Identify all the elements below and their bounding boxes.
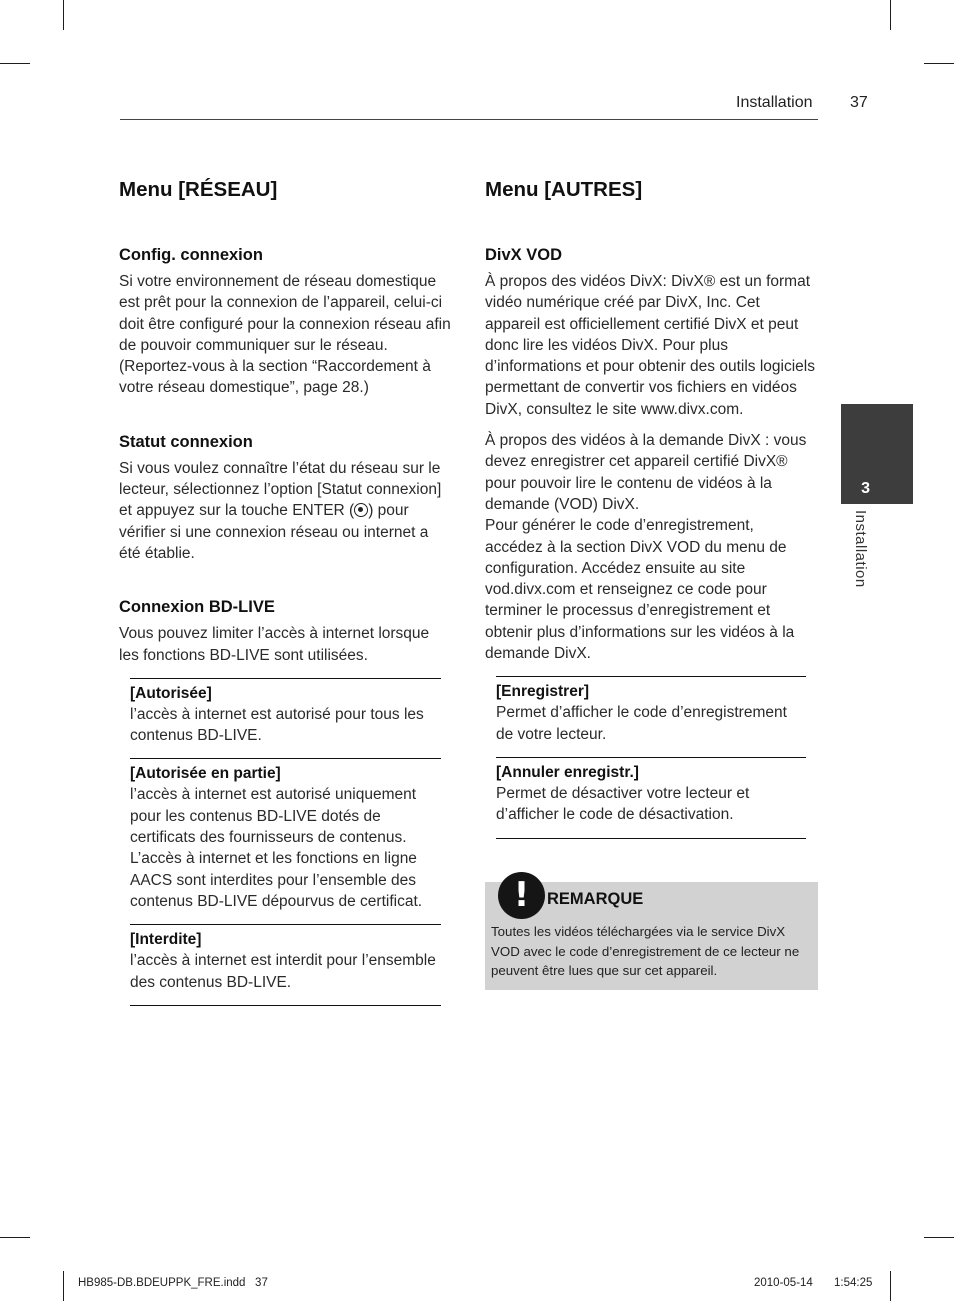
footer-date: 2010-05-14 (754, 1277, 813, 1289)
exclamation-icon: ! (498, 872, 545, 919)
crop-mark (63, 1271, 64, 1301)
divx-about-text: À propos des vidéos DivX: DivX® est un format vidéo numérique créé par DivX, Inc. Cet appareil est officiellement certifié DivX et peut donc lire les vidéos DivX. Pour plus d’informations et pour obtenir des outils logiciels permettant de convertir vos fichiers en vidéos DivX, consultez le site www.divx.com. (485, 273, 815, 418)
crop-mark (0, 1237, 30, 1238)
remarque-note-box (485, 875, 818, 990)
divx-vod-heading: DivX VOD (485, 246, 563, 264)
header-rule (120, 119, 818, 120)
option-title: [Annuler enregistr.] (496, 763, 639, 781)
enter-button-icon (354, 503, 368, 517)
crop-mark (63, 0, 64, 30)
connexion-bdlive-heading: Connexion BD-LIVE (119, 598, 275, 617)
crop-mark (924, 1237, 954, 1238)
option-title: [Autorisée] (130, 684, 212, 702)
note-text: Toutes les vidéos téléchargées via le service DivX VOD avec le code d’enregistrement de ce lecteur ne peuvent être lues que sur cet appareil. (491, 924, 800, 978)
option-description: Permet de désactiver votre lecteur et d’afficher le code de désactivation. (496, 784, 750, 824)
menu-autres-title: Menu [AUTRES] (485, 178, 643, 201)
statut-text-after: ) pour vérifier si une connexion réseau ou internet a été établie. (119, 502, 429, 562)
chapter-tab (841, 404, 913, 504)
crop-mark (924, 63, 954, 64)
divx-vod-text: À propos des vidéos à la demande DivX : vous devez enregistrer cet appareil certifié DivX® pour pouvoir lire le contenu de vidéos à la demande (VOD) DivX. (485, 432, 807, 513)
page-number: 37 (850, 94, 868, 111)
option-description: l’accès à internet est interdit pour l’ensemble des contenus BD-LIVE. (130, 952, 436, 991)
option-description: Permet d’afficher le code d’enregistrement de votre lecteur. (496, 704, 787, 743)
crop-mark (0, 63, 30, 64)
option-title: [Enregistrer] (496, 683, 590, 701)
option-row (130, 758, 441, 924)
right-column (485, 176, 815, 839)
option-title: [Autorisée en partie] (130, 765, 281, 783)
menu-reseau-title: Menu [RÉSEAU] (119, 178, 278, 201)
statut-text-before: Si vous voulez connaître l’état du réseau sur le lecteur, sélectionnez l’option [Statut connexion] et appuyez sur la touche ENTER ( (119, 459, 442, 520)
config-connexion-heading: Config. connexion (119, 246, 263, 264)
statut-connexion-heading: Statut connexion (119, 432, 253, 451)
option-description: l’accès à internet est autorisé pour tous les contenus BD-LIVE. (130, 705, 424, 745)
option-row (496, 676, 806, 757)
chapter-label: Installation (852, 510, 869, 588)
footer-time: 1:54:25 (834, 1277, 873, 1289)
connexion-bdlive-text: Vous pouvez limiter l’accès à internet lorsque les fonctions BD-LIVE sont utilisées. (119, 625, 430, 664)
option-row (130, 678, 441, 759)
crop-mark (890, 1271, 891, 1301)
left-column (119, 176, 451, 1006)
option-title: [Interdite] (130, 931, 202, 949)
config-connexion-text: Si votre environnement de réseau domestique est prêt pour la connexion de l’appareil, celui-ci doit être configuré pour la connexion réseau afin de pouvoir communiquer sur le réseau. (Reportez-vous à la section “Raccordement à votre réseau domestique”, page 28.) (119, 273, 451, 397)
option-row (496, 757, 806, 838)
bdlive-options-table (130, 678, 441, 1006)
statut-connexion-text (119, 458, 451, 564)
divx-options-table (496, 676, 806, 838)
crop-mark (890, 0, 891, 30)
chapter-number: 3 (861, 480, 870, 497)
option-row (130, 924, 441, 1005)
option-description: l’accès à internet est autorisé uniquement pour les contenus BD-LIVE dotés de certificats des fournisseurs de contenus. L’accès à internet et les fonctions en ligne AACS sont interdites pour l’ensemble des contenus BD-LIVE dépourvus de certificat. (130, 786, 423, 910)
running-header-section: Installation (736, 94, 813, 111)
note-title: REMARQUE (547, 890, 644, 908)
footer-filename: HB985-DB.BDEUPPK_FRE.indd 37 (78, 1277, 268, 1289)
divx-registration-text: Pour générer le code d’enregistrement, accédez à la section DivX VOD du menu de configuration. Accédez ensuite au site vod.divx.com et renseignez ce code pour terminer le processus d’enregistrement et obtenir plus d’informations sur les vidéos à la demande DivX. (485, 517, 795, 663)
